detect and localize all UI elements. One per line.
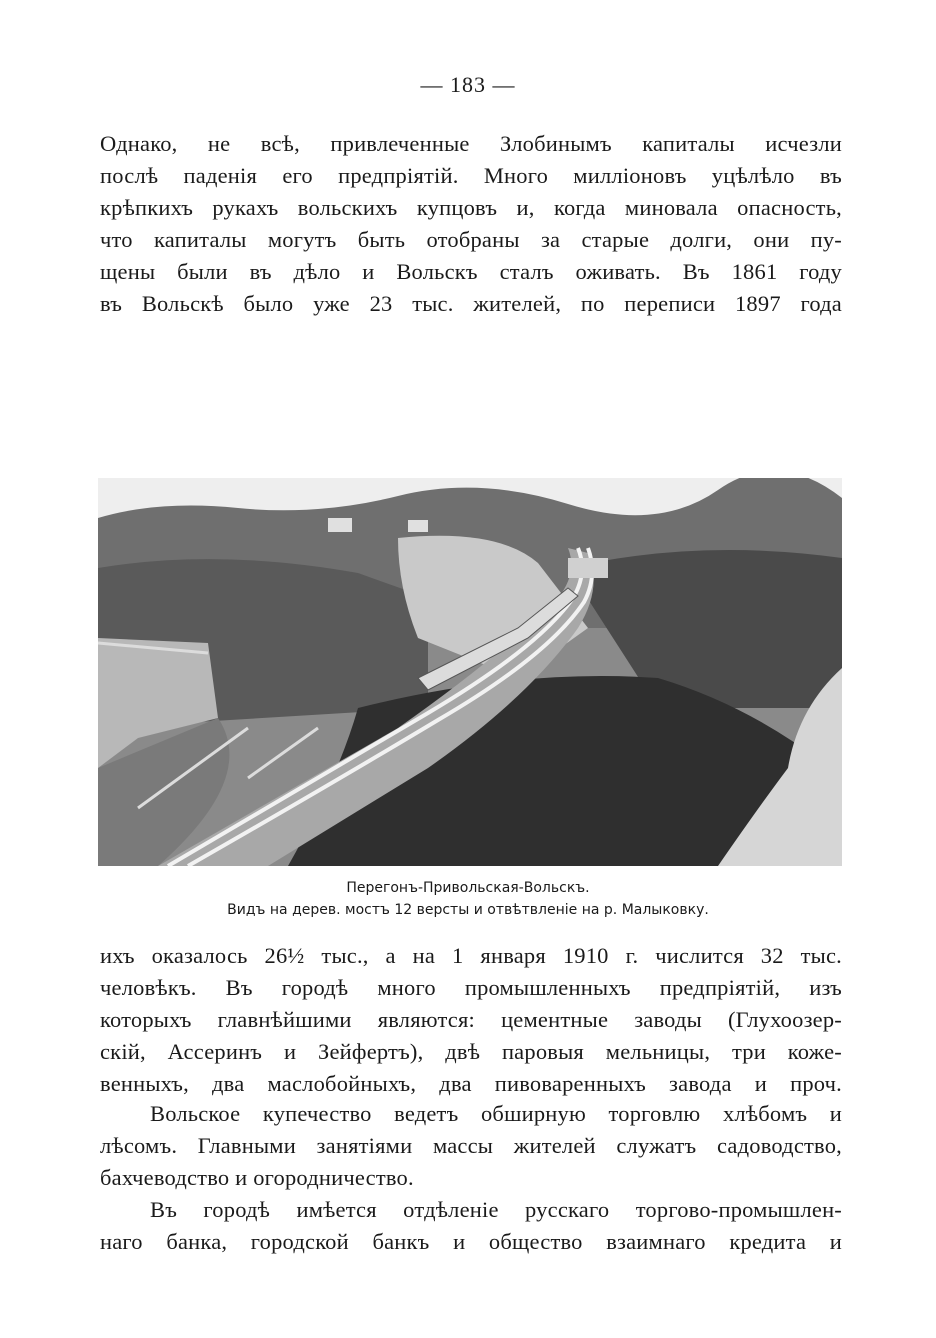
text-line: крѣпкихъ рукахъ вольскихъ купцовъ и, когда миновала опасность,	[100, 195, 842, 220]
page-number: — 183 —	[420, 72, 516, 97]
photo-house-1	[328, 518, 352, 532]
text-line: въ Вольскѣ было уже 23 тыс. жителей, по переписи 1897 года	[100, 291, 842, 316]
text-line: ихъ оказалось 26½ тыс., а на 1 января 1910 г. числится 32 тыс.	[100, 943, 842, 968]
text-line: венныхъ, два маслобойныхъ, два пивоваренныхъ завода и проч.	[100, 1071, 842, 1096]
paragraph-top	[100, 128, 842, 320]
photo-railway-bridge	[98, 478, 842, 866]
paragraph-bottom-3	[100, 1194, 842, 1258]
text-line: наго банка, городской банкъ и общество взаимнаго кредита и	[100, 1229, 842, 1254]
text-line: которыхъ главнѣйшими являются: цементные заводы (Глухоозер-	[100, 1007, 842, 1032]
photo-illustration	[98, 478, 842, 866]
text-line: что капиталы могутъ быть отобраны за старые долги, они пу-	[100, 227, 842, 252]
text-line: Однако, не всѣ, привлеченные Злобинымъ капиталы исчезли	[100, 131, 842, 156]
figure-caption-subtitle: Видъ на дерев. мостъ 12 версты и отвѣтвленіе на р. Малыковку.	[227, 902, 709, 918]
paragraph-bottom-1	[100, 940, 842, 1100]
paragraph-bottom-2	[100, 1098, 842, 1194]
text-line: Въ городѣ имѣется отдѣленіе русскаго торгово-промышлен-	[150, 1197, 842, 1222]
photo-house-3	[568, 558, 608, 578]
text-line: человѣкъ. Въ городѣ много промышленныхъ предпріятій, изъ	[100, 975, 842, 1000]
photo-house-2	[408, 520, 428, 532]
text-line: послѣ паденія его предпріятій. Много милліоновъ уцѣлѣло въ	[100, 163, 842, 188]
text-line: скій, Ассеринъ и Зейфертъ), двѣ паровыя мельницы, три коже-	[100, 1039, 842, 1064]
text-line: Вольское купечество ведетъ обширную торговлю хлѣбомъ и	[150, 1101, 842, 1126]
text-line: бахчеводство и огородничество.	[100, 1165, 414, 1190]
text-line: лѣсомъ. Главными занятіями массы жителей служатъ садоводство,	[100, 1133, 842, 1158]
text-line: щены были въ дѣло и Вольскъ сталъ оживать. Въ 1861 году	[100, 259, 842, 284]
figure-caption-title: Перегонъ-Привольская-Вольскъ.	[346, 880, 590, 896]
